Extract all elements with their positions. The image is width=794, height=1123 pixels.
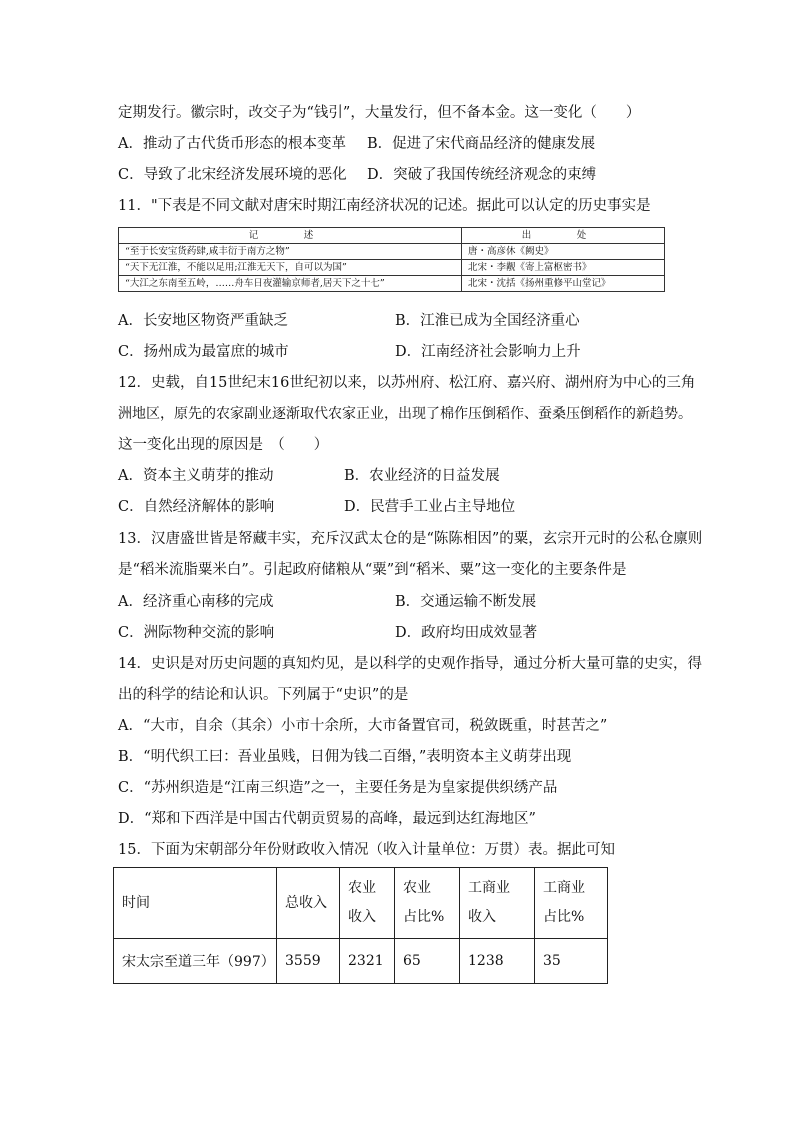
table-cell: 3559 [277, 939, 340, 984]
q10-option-d[interactable]: D．突破了我国传统经济观念的束缚 [367, 167, 597, 183]
table-header-cell [395, 868, 460, 939]
table-header-cell [340, 868, 395, 939]
table-cell: 35 [535, 939, 608, 984]
header-label-line1: 农业 [403, 880, 431, 896]
table-header-row [114, 868, 608, 939]
q15-finance-table [113, 867, 608, 984]
header-label-line1: 工商业 [468, 880, 510, 896]
q11-option-a[interactable]: A．长安地区物资严重缺乏 [118, 313, 288, 329]
q14-option-a[interactable]: A．“大市，自余（其余）小市十余所，大市备置官司，税敛既重，时甚苦之” [118, 718, 608, 734]
table-header-cell [277, 868, 340, 939]
header-label-line2: 收入 [468, 909, 496, 925]
q12-option-a[interactable]: A．资本主义萌芽的推动 [118, 468, 274, 484]
q11-source-table [118, 227, 665, 292]
table-cell: 宋太宗至道三年（997） [114, 939, 277, 984]
q15-stem: 15．下面为宋朝部分年份财政收入情况（收入计量单位：万贯）表。据此可知 [118, 842, 615, 858]
table-header-row [119, 228, 665, 244]
table-cell: “天下无江淮，不能以足用;江淮无天下，自可以为国” [119, 260, 462, 276]
q13-option-b[interactable]: B．交通运输不断发展 [395, 594, 537, 610]
q14-stem-line1: 14．史识是对历史问题的真知灼见，是以科学的史观作指导，通过分析大量可靠的史实，得 [118, 656, 702, 672]
q13-option-d[interactable]: D．政府均田成效显著 [395, 625, 538, 641]
q12-stem-line1: 12．史载，自15世纪末16世纪初以来，以苏州府、松江府、嘉兴府、湖州府为中心的三角 [118, 375, 696, 391]
q12-stem-line2: 洲地区，原先的农家副业逐渐取代农家正业，出现了棉作压倒稻作、蚕桑压倒稻作的新趋势。 [118, 406, 692, 422]
q11-option-b[interactable]: B．江淮已成为全国经济重心 [395, 313, 580, 329]
q11-option-c[interactable]: C．扬州成为最富庶的城市 [118, 344, 289, 360]
header-label-line1: 工商业 [543, 880, 585, 896]
q11-option-d[interactable]: D．江南经济社会影响力上升 [395, 344, 581, 360]
table-cell: “大江之东南至五岭，……舟车日夜灌输京师者,居天下之十七” [119, 276, 462, 292]
q14-option-b[interactable]: B．“明代织工曰：吾业虽贱，日佣为钱二百缗，”表明资本主义萌芽出现 [118, 749, 572, 765]
header-label-line2: 占比% [403, 909, 445, 925]
table-row [119, 260, 665, 276]
q12-option-d[interactable]: D．民营手工业占主导地位 [344, 499, 516, 515]
table-header-cell: 记 述 [119, 228, 462, 244]
q14-option-c[interactable]: C．“苏州织造是“江南三织造”之一，主要任务是为皇家提供织绣产品 [118, 780, 558, 796]
q10-stem-tail: 定期发行。徽宗时，改交子为“钱引”，大量发行，但不备本金。这一变化（ ） [118, 105, 641, 121]
table-row [119, 276, 665, 292]
table-header-cell [535, 868, 608, 939]
q12-stem-line3: 这一变化出现的原因是 （ ） [118, 437, 329, 453]
q10-option-b[interactable]: B．促进了宋代商品经济的健康发展 [367, 136, 596, 152]
table-cell: 唐・高彦休《阙史》 [462, 244, 665, 260]
table-header-cell: 出 处 [462, 228, 665, 244]
q13-stem-line2: 是“稻米流脂粟米白”。引起政府储粮从“粟”到“稻米、粟”这一变化的主要条件是 [118, 562, 627, 578]
q13-stem-line1: 13．汉唐盛世皆是帑藏丰实，充斥汉武太仓的是“陈陈相因”的粟，玄宗开元时的公私仓廪则 [118, 531, 703, 547]
q10-option-a[interactable]: A．推动了古代货币形态的根本变革 [118, 136, 346, 152]
header-label: 总收入 [285, 894, 327, 911]
table-row [119, 244, 665, 260]
table-cell: 2321 [340, 939, 395, 984]
header-label-line2: 收入 [348, 909, 376, 925]
table-header-cell [114, 868, 277, 939]
header-label: 时间 [122, 894, 150, 911]
table-cell: 1238 [460, 939, 535, 984]
q11-stem: 11．"下表是不同文献对唐宋时期江南经济状况的记述。据此可以认定的历史事实是 [118, 198, 651, 214]
q14-stem-line2: 出的科学的结论和认识。下列属于“史识”的是 [118, 687, 409, 703]
table-row [114, 939, 608, 984]
table-cell: “至于长安宝货药肆,咸丰衍于南方之物” [119, 244, 462, 260]
q14-option-d[interactable]: D．“郑和下西洋是中国古代朝贡贸易的高峰，最远到达红海地区” [118, 811, 536, 827]
q13-option-c[interactable]: C．洲际物种交流的影响 [118, 625, 275, 641]
q10-option-c[interactable]: C．导致了北宋经济发展环境的恶化 [118, 167, 347, 183]
table-cell: 北宋・李觏《寄上富枢密书》 [462, 260, 665, 276]
table-cell: 65 [395, 939, 460, 984]
q12-option-b[interactable]: B．农业经济的日益发展 [344, 468, 500, 484]
header-label-line1: 农业 [348, 880, 376, 896]
q12-option-c[interactable]: C．自然经济解体的影响 [118, 499, 275, 515]
q13-option-a[interactable]: A．经济重心南移的完成 [118, 594, 274, 610]
header-label-line2: 占比% [543, 909, 585, 925]
table-cell: 北宋・沈括《扬州重修平山堂记》 [462, 276, 665, 292]
table-header-cell [460, 868, 535, 939]
